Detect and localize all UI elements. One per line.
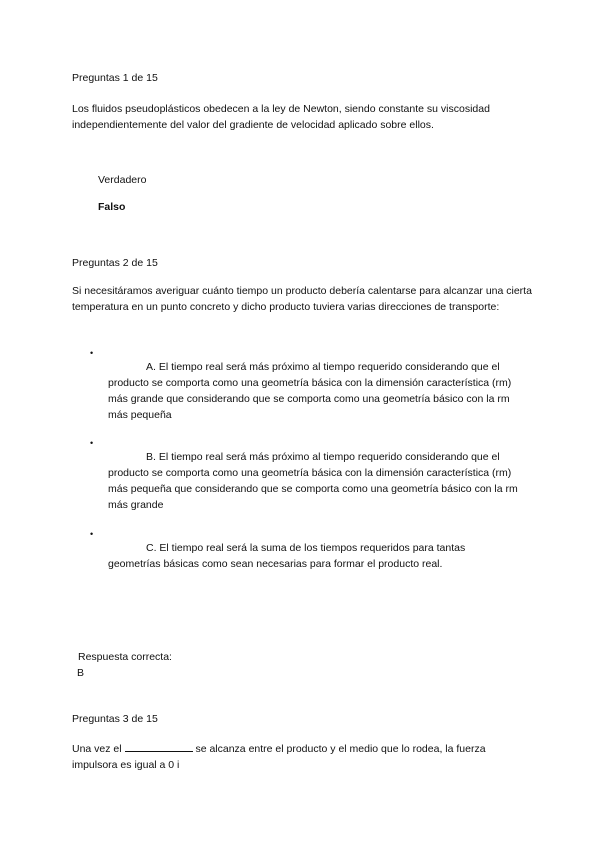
question-2-text: Si necesitáramos averiguar cuánto tiempo un producto debería calentarse para alcanzar una cierta temperatura en un punto concreto y dicho producto tuviera varias direcciones de transporte: (72, 285, 532, 313)
question-2-header: Preguntas 2 de 15 (72, 257, 158, 269)
question-1-header: Preguntas 1 de 15 (72, 72, 158, 84)
option-c[interactable] (108, 540, 528, 572)
option-false[interactable]: Falso (98, 201, 126, 213)
question-1-text: Los fluidos pseudoplásticos obedecen a la ley de Newton, siendo constante su viscosidad independientemente del valor del gradiente de velocidad aplicado sobre ellos. (72, 103, 490, 131)
question-3-text-after: se alcanza entre el producto y el medio que lo rodea, la fuerza (195, 743, 486, 755)
option-c-line1: C. El tiempo real será la suma de los tiempos requeridos para tantas (146, 542, 466, 554)
answer-value: B (77, 667, 85, 679)
fill-in-blank[interactable] (125, 741, 193, 752)
bullet-a: • (90, 348, 94, 358)
question-3-text-line2: impulsora es igual a 0 i (72, 759, 180, 771)
option-a-rest: producto se comporta como una geometría básica con la dimensión característica (rm) más grande que considerando que se comporta como una geometría básico con la rm más pequeña (108, 377, 512, 421)
option-c-rest: geometrías básicas como sean necesarias para formar el producto real. (108, 558, 443, 570)
option-a[interactable] (108, 359, 528, 423)
option-b-line1: B. El tiempo real será más próximo al tiempo requerido considerando que el (146, 451, 500, 463)
answer-label: Respuesta correcta: (78, 651, 172, 663)
question-3-text (72, 741, 532, 773)
bullet-b: • (90, 438, 94, 448)
option-a-line1: A. El tiempo real será más próximo al tiempo requerido considerando que el (146, 361, 500, 373)
question-3-text-before: Una vez el (72, 743, 122, 755)
bullet-c: • (90, 529, 94, 539)
option-b-rest: producto se comporta como una geometría básica con la dimensión característica (rm) más pequeña que considerando que se comporta como una geometría básico con la rm más grande (108, 467, 518, 511)
question-3-header: Preguntas 3 de 15 (72, 713, 158, 725)
option-true[interactable]: Verdadero (98, 174, 147, 186)
option-b[interactable] (108, 449, 528, 513)
